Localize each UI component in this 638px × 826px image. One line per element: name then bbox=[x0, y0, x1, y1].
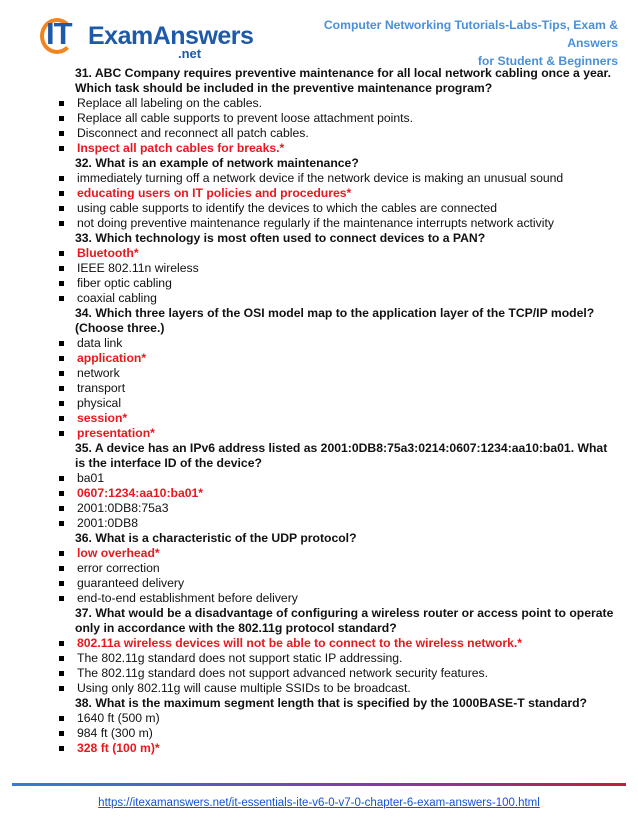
answer-option bbox=[58, 381, 623, 396]
answer-option bbox=[58, 201, 623, 216]
answer-option-correct bbox=[58, 186, 623, 201]
answer-option bbox=[58, 291, 623, 306]
answer-option-label: IEEE 802.11n wireless bbox=[77, 261, 199, 275]
bullet-square-icon bbox=[59, 686, 64, 691]
question-text: 34. Which three layers of the OSI model map to the application layer of the TCP/IP model? bbox=[75, 306, 595, 320]
page-header bbox=[0, 0, 638, 68]
answer-option bbox=[58, 96, 623, 111]
question-block bbox=[58, 156, 623, 231]
bullet-square-icon bbox=[59, 731, 64, 736]
question-text: 36. What is a characteristic of the UDP protocol? bbox=[75, 531, 357, 545]
answer-option-label: 1640 ft (500 m) bbox=[77, 711, 160, 725]
bullet-square-icon bbox=[59, 116, 64, 121]
question-block bbox=[58, 231, 623, 306]
bullet-square-icon bbox=[59, 221, 64, 226]
answer-option bbox=[58, 171, 623, 186]
bullet-square-icon bbox=[59, 341, 64, 346]
bullet-square-icon bbox=[59, 476, 64, 481]
bullet-square-icon bbox=[59, 146, 64, 151]
answer-option-label: The 802.11g standard does not support static IP addressing. bbox=[77, 651, 403, 665]
answer-option-label: Disconnect and reconnect all patch cables. bbox=[77, 126, 309, 140]
answer-option-label: Inspect all patch cables for breaks.* bbox=[77, 141, 285, 155]
answer-option-label: Bluetooth* bbox=[77, 246, 139, 260]
answer-option-label: The 802.11g standard does not support advanced network security features. bbox=[77, 666, 489, 680]
answer-option bbox=[58, 276, 623, 291]
answer-option-label: physical bbox=[77, 396, 122, 410]
footer-source-link[interactable]: https://itexamanswers.net/it-essentials-ite-v6-0-v7-0-chapter-6-exam-answers-100.html bbox=[98, 797, 540, 809]
bullet-square-icon bbox=[59, 191, 64, 196]
bullet-square-icon bbox=[59, 356, 64, 361]
answer-option-correct bbox=[58, 351, 623, 366]
answer-option bbox=[58, 111, 623, 126]
answer-option-label: using cable supports to identify the devices to which the cables are connected bbox=[77, 201, 498, 215]
bullet-square-icon bbox=[59, 206, 64, 211]
question-block bbox=[58, 696, 623, 756]
bullet-square-icon bbox=[59, 506, 64, 511]
logo-it-text: IT bbox=[46, 16, 72, 51]
question-text: 35. A device has an IPv6 address listed as 2001:0DB8:75a3:0214:0607:1234:aa10:ba01. What bbox=[75, 441, 608, 455]
bullet-square-icon bbox=[59, 416, 64, 421]
answer-option-label: transport bbox=[77, 381, 126, 395]
answer-option-label: 328 ft (100 m)* bbox=[77, 741, 160, 755]
answer-option-correct bbox=[58, 636, 623, 651]
bullet-square-icon bbox=[59, 491, 64, 496]
answer-option-correct bbox=[58, 546, 623, 561]
answer-option-correct bbox=[58, 411, 623, 426]
answer-option-label: application* bbox=[77, 351, 147, 365]
answer-option bbox=[58, 516, 623, 531]
bullet-square-icon bbox=[59, 401, 64, 406]
answer-option bbox=[58, 651, 623, 666]
answer-option bbox=[58, 591, 623, 606]
answer-option-label: educating users on IT policies and procedures* bbox=[77, 186, 352, 200]
answer-option-correct bbox=[58, 486, 623, 501]
bullet-square-icon bbox=[59, 281, 64, 286]
question-text: 31. ABC Company requires preventive maintenance for all local network cabling once a year. bbox=[75, 66, 611, 80]
bullet-square-icon bbox=[59, 371, 64, 376]
answer-option-correct bbox=[58, 246, 623, 261]
answer-option-label: fiber optic cabling bbox=[77, 276, 172, 290]
answer-option-label: presentation* bbox=[77, 426, 155, 440]
answer-option-label: 0607:1234:aa10:ba01* bbox=[77, 486, 204, 500]
answer-option bbox=[58, 471, 623, 486]
bullet-square-icon bbox=[59, 131, 64, 136]
bullet-square-icon bbox=[59, 386, 64, 391]
answer-option bbox=[58, 576, 623, 591]
bullet-square-icon bbox=[59, 251, 64, 256]
answer-option bbox=[58, 666, 623, 681]
answer-option-correct bbox=[58, 141, 623, 156]
answer-option-label: guaranteed delivery bbox=[77, 576, 185, 590]
answer-option-label: error correction bbox=[77, 561, 160, 575]
answer-option-label: ba01 bbox=[77, 471, 105, 485]
bullet-square-icon bbox=[59, 671, 64, 676]
bullet-square-icon bbox=[59, 551, 64, 556]
answer-option-label: 2001:0DB8:75a3 bbox=[77, 501, 169, 515]
question-text: is the interface ID of the device? bbox=[75, 456, 262, 470]
question-block bbox=[58, 441, 623, 531]
logo-suffix-text: .net bbox=[178, 46, 202, 61]
answer-option bbox=[58, 501, 623, 516]
answer-option bbox=[58, 366, 623, 381]
bullet-square-icon bbox=[59, 581, 64, 586]
answer-option bbox=[58, 681, 623, 696]
question-text: 37. What would be a disadvantage of configuring a wireless router or access point to operate bbox=[75, 606, 614, 620]
question-block bbox=[58, 606, 623, 696]
bullet-square-icon bbox=[59, 101, 64, 106]
answer-option bbox=[58, 216, 623, 231]
tagline-line-2: for Student & Beginners bbox=[477, 54, 618, 68]
question-text: 32. What is an example of network maintenance? bbox=[75, 156, 359, 170]
answer-option-label: Replace all cable supports to prevent loose attachment points. bbox=[77, 111, 414, 125]
question-text: (Choose three.) bbox=[75, 321, 165, 335]
bullet-square-icon bbox=[59, 641, 64, 646]
answer-option-label: end-to-end establishment before delivery bbox=[77, 591, 298, 605]
answer-option bbox=[58, 261, 623, 276]
answer-option-label: Replace all labeling on the cables. bbox=[77, 96, 262, 110]
answer-option bbox=[58, 726, 623, 741]
answer-option-label: session* bbox=[77, 411, 128, 425]
bullet-square-icon bbox=[59, 431, 64, 436]
question-block bbox=[58, 531, 623, 606]
answer-option-correct bbox=[58, 426, 623, 441]
answer-option bbox=[58, 336, 623, 351]
bullet-square-icon bbox=[59, 566, 64, 571]
answer-option-label: low overhead* bbox=[77, 546, 160, 560]
tagline-line-1: Computer Networking Tutorials-Labs-Tips, Exam & Answers bbox=[323, 18, 618, 50]
logo-brand-text: ExamAnswers bbox=[88, 22, 254, 50]
question-text: 33. Which technology is most often used to connect devices to a PAN? bbox=[75, 231, 486, 245]
answer-option-label: Using only 802.11g will cause multiple SSIDs to be broadcast. bbox=[77, 681, 411, 695]
site-logo[interactable] bbox=[40, 12, 254, 61]
bullet-square-icon bbox=[59, 176, 64, 181]
answer-option-label: coaxial cabling bbox=[77, 291, 157, 305]
bullet-square-icon bbox=[59, 596, 64, 601]
site-tagline bbox=[278, 16, 618, 70]
answer-option-label: not doing preventive maintenance regularly if the maintenance interrupts network activity bbox=[77, 216, 554, 230]
answer-option bbox=[58, 711, 623, 726]
footer-divider bbox=[12, 783, 626, 786]
answer-option-correct bbox=[58, 741, 623, 756]
question-text: Which task should be included in the preventive maintenance program? bbox=[75, 81, 493, 95]
answer-option-label: network bbox=[77, 366, 120, 380]
bullet-square-icon bbox=[59, 716, 64, 721]
answer-option bbox=[58, 396, 623, 411]
bullet-square-icon bbox=[59, 521, 64, 526]
questions-list bbox=[58, 66, 623, 756]
bullet-square-icon bbox=[59, 746, 64, 751]
answer-option-label: 984 ft (300 m) bbox=[77, 726, 153, 740]
question-text: 38. What is the maximum segment length that is specified by the 1000BASE-T standard? bbox=[75, 696, 587, 710]
answer-option-label: 802.11a wireless devices will not be able to connect to the wireless network.* bbox=[77, 636, 523, 650]
answer-option-label: data link bbox=[77, 336, 123, 350]
answer-option bbox=[58, 561, 623, 576]
answer-option-label: immediately turning off a network device if the network device is making an unusual sound bbox=[77, 171, 564, 185]
answer-option bbox=[58, 126, 623, 141]
question-block bbox=[58, 306, 623, 441]
question-text: only in accordance with the 802.11g protocol standard? bbox=[75, 621, 397, 635]
bullet-square-icon bbox=[59, 656, 64, 661]
bullet-square-icon bbox=[59, 296, 64, 301]
bullet-square-icon bbox=[59, 266, 64, 271]
answer-option-label: 2001:0DB8 bbox=[77, 516, 138, 530]
question-block bbox=[58, 66, 623, 156]
